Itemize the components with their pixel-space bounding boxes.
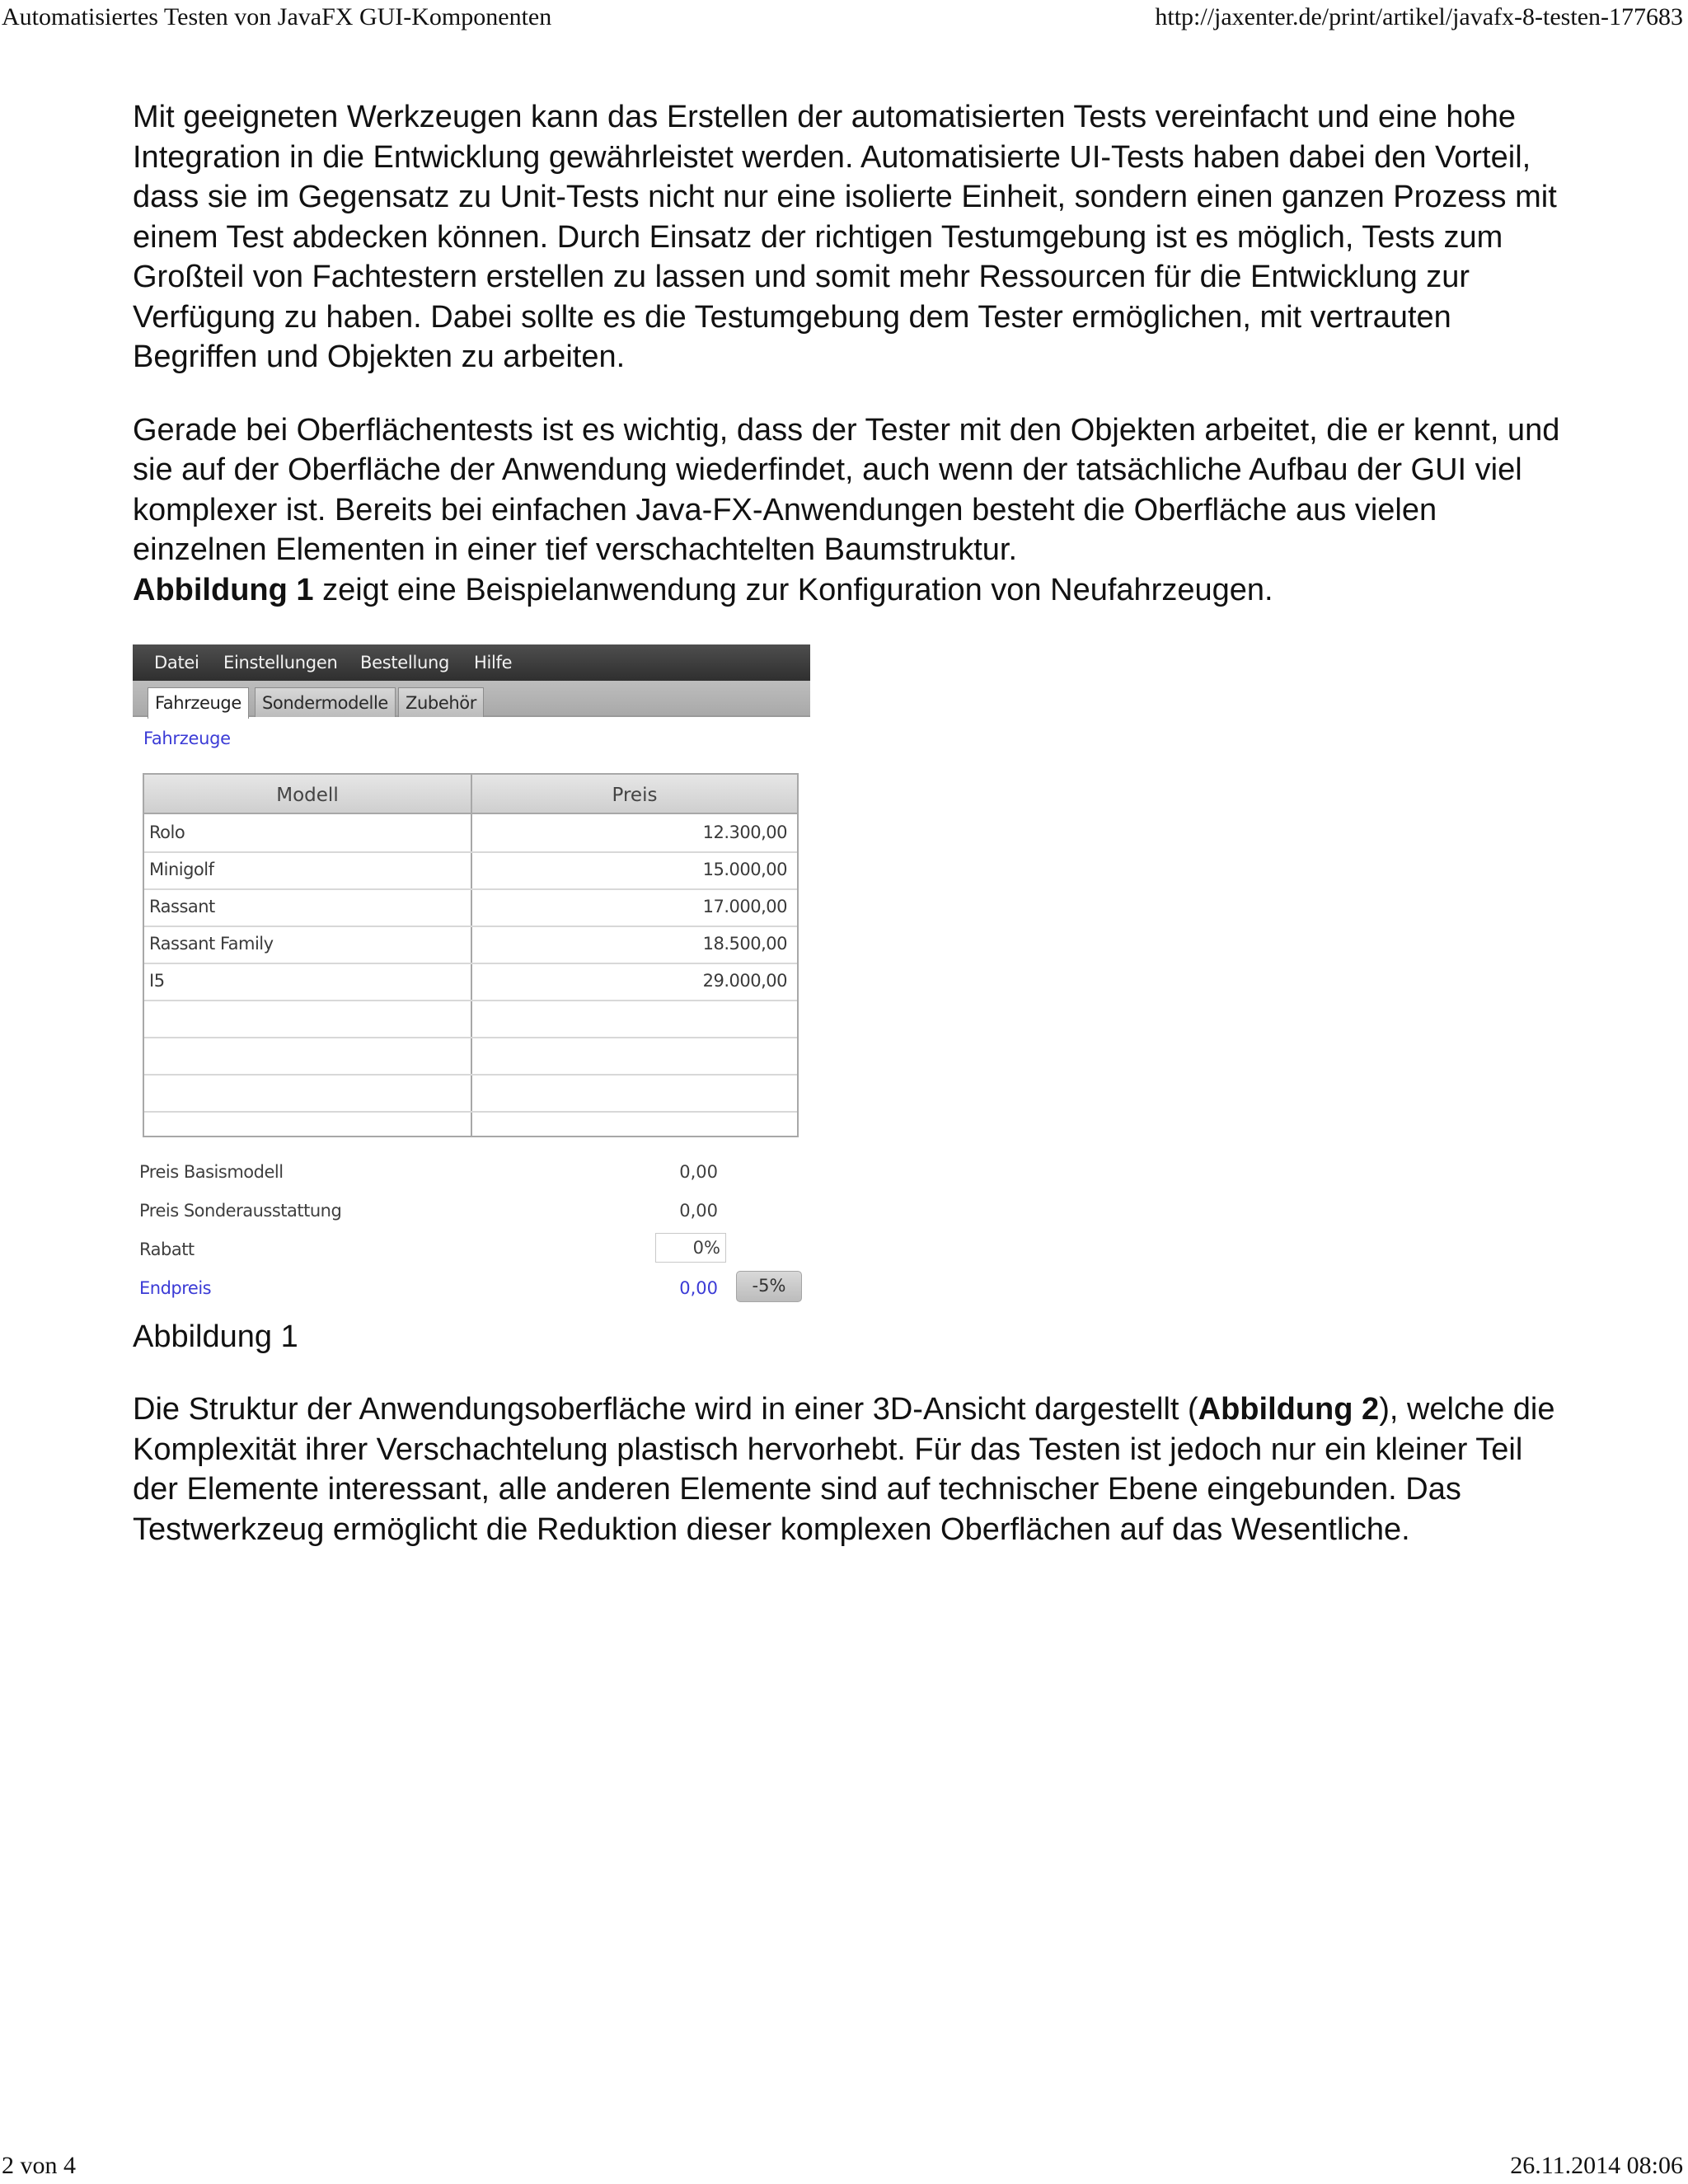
column-header-modell[interactable]: Modell — [276, 785, 339, 806]
table-row-empty — [144, 1037, 797, 1076]
tab-zubehoer[interactable]: Zubehör — [398, 687, 484, 717]
tab-bar — [133, 681, 810, 717]
label-endpreis: Endpreis — [139, 1278, 212, 1298]
value-preis-basismodell: 0,00 — [679, 1162, 718, 1182]
paragraph-2 — [133, 410, 1567, 611]
cell-model: Rassant — [149, 897, 215, 916]
section-label-fahrzeuge: Fahrzeuge — [143, 729, 231, 748]
paragraph-3-rest: ), welche die Komplexität ihrer Verschachtelung plastisch hervorhebt. Für das Testen ist jedoch nur ein kleiner Teil der Elemente interessant, alle anderen Elemente sind auf technischer Ebene eingebunden. Das Testwerkzeug ermöglicht die Reduktion dieser komplexen Oberflächen auf das Wesentliche. — [133, 1392, 1555, 1547]
menu-bar — [133, 644, 810, 681]
table-row[interactable] — [144, 963, 797, 1001]
discount-minus-5-button[interactable]: -5% — [736, 1271, 802, 1302]
rabatt-field[interactable]: 0% — [655, 1233, 726, 1263]
document-title: Automatisiertes Testen von JavaFX GUI-Komponenten — [2, 3, 552, 30]
table-row-empty — [144, 1000, 797, 1038]
cell-model: I5 — [149, 971, 165, 991]
figure-javafx-app — [133, 644, 810, 1312]
value-endpreis: 0,00 — [679, 1278, 718, 1298]
menu-einstellungen[interactable]: Einstellungen — [223, 653, 338, 673]
vehicle-table — [143, 773, 799, 1137]
menu-datei[interactable]: Datei — [154, 653, 199, 673]
tab-fahrzeuge[interactable]: Fahrzeuge — [148, 687, 249, 719]
table-row[interactable] — [144, 851, 797, 890]
cell-model: Rassant Family — [149, 934, 274, 954]
cell-price: 12.300,00 — [702, 823, 787, 842]
column-header-preis[interactable]: Preis — [612, 785, 658, 806]
figure-reference-2: Abbildung 2 — [1198, 1392, 1380, 1427]
paragraph-2-text: Gerade bei Oberflächentests ist es wichtig, dass der Tester mit den Objekten arbeitet, die er kennt, und sie auf der Oberfläche der Anwendung wiederfindet, auch wenn der tatsächliche Aufbau der GUI viel komplexer ist. Bereits bei einfachen Java-FX-Anwendungen besteht die Oberfläche aus vielen einzelnen Elementen in einer tief verschachtelten Baumstruktur. — [133, 412, 1560, 567]
table-row-empty — [144, 1074, 797, 1113]
menu-bestellung[interactable]: Bestellung — [360, 653, 450, 673]
table-row[interactable] — [144, 926, 797, 964]
table-row[interactable] — [144, 814, 797, 853]
paragraph-3-start: Die Struktur der Anwendungsoberfläche wird in einer 3D-Ansicht dargestellt ( — [133, 1392, 1198, 1427]
article-body-continued — [133, 1390, 1567, 1549]
cell-price: 17.000,00 — [702, 897, 787, 916]
cell-price: 29.000,00 — [702, 971, 787, 991]
value-preis-sonderausstattung: 0,00 — [679, 1201, 718, 1221]
document-url[interactable]: http://jaxenter.de/print/artikel/javafx-8-testen-177683 — [1155, 3, 1683, 30]
figure-reference-1: Abbildung 1 — [133, 572, 314, 607]
paragraph-2-tail: zeigt eine Beispielanwendung zur Konfiguration von Neufahrzeugen. — [313, 572, 1273, 607]
cell-price: 18.500,00 — [702, 934, 787, 954]
tab-sondermodelle[interactable]: Sondermodelle — [255, 687, 396, 717]
figure-caption: Abbildung 1 — [133, 1319, 298, 1354]
page-number: 2 von 4 — [2, 2152, 76, 2179]
article-body — [133, 97, 1567, 610]
cell-model: Minigolf — [149, 860, 214, 879]
label-preis-basismodell: Preis Basismodell — [139, 1162, 284, 1182]
cell-price: 15.000,00 — [702, 860, 787, 879]
table-row[interactable] — [144, 888, 797, 927]
print-datetime: 26.11.2014 08:06 — [1510, 2152, 1683, 2179]
menu-hilfe[interactable]: Hilfe — [474, 653, 513, 673]
cell-model: Rolo — [149, 823, 185, 842]
label-rabatt: Rabatt — [139, 1240, 195, 1259]
paragraph-3 — [133, 1390, 1567, 1549]
paragraph-1: Mit geeigneten Werkzeugen kann das Erstellen der automatisierten Tests vereinfacht und eine hohe Integration in die Entwicklung gewährleistet werden. Automatisierte UI-Tests haben dabei den Vorteil, dass sie im Gegensatz zu Unit-Tests nicht nur eine isolierte Einheit, sondern einen ganzen Prozess mit einem Test abdecken können. Durch Einsatz der richtigen Testumgebung ist es möglich, Tests zum Großteil von Fachtestern erstellen zu lassen und somit mehr Ressourcen für die Entwicklung zur Verfügung zu haben. Dabei sollte es die Testumgebung dem Tester ermöglichen, mit vertrauten Begriffen und Objekten zu arbeiten. — [133, 100, 1557, 374]
label-preis-sonderausstattung: Preis Sonderausstattung — [139, 1201, 342, 1221]
